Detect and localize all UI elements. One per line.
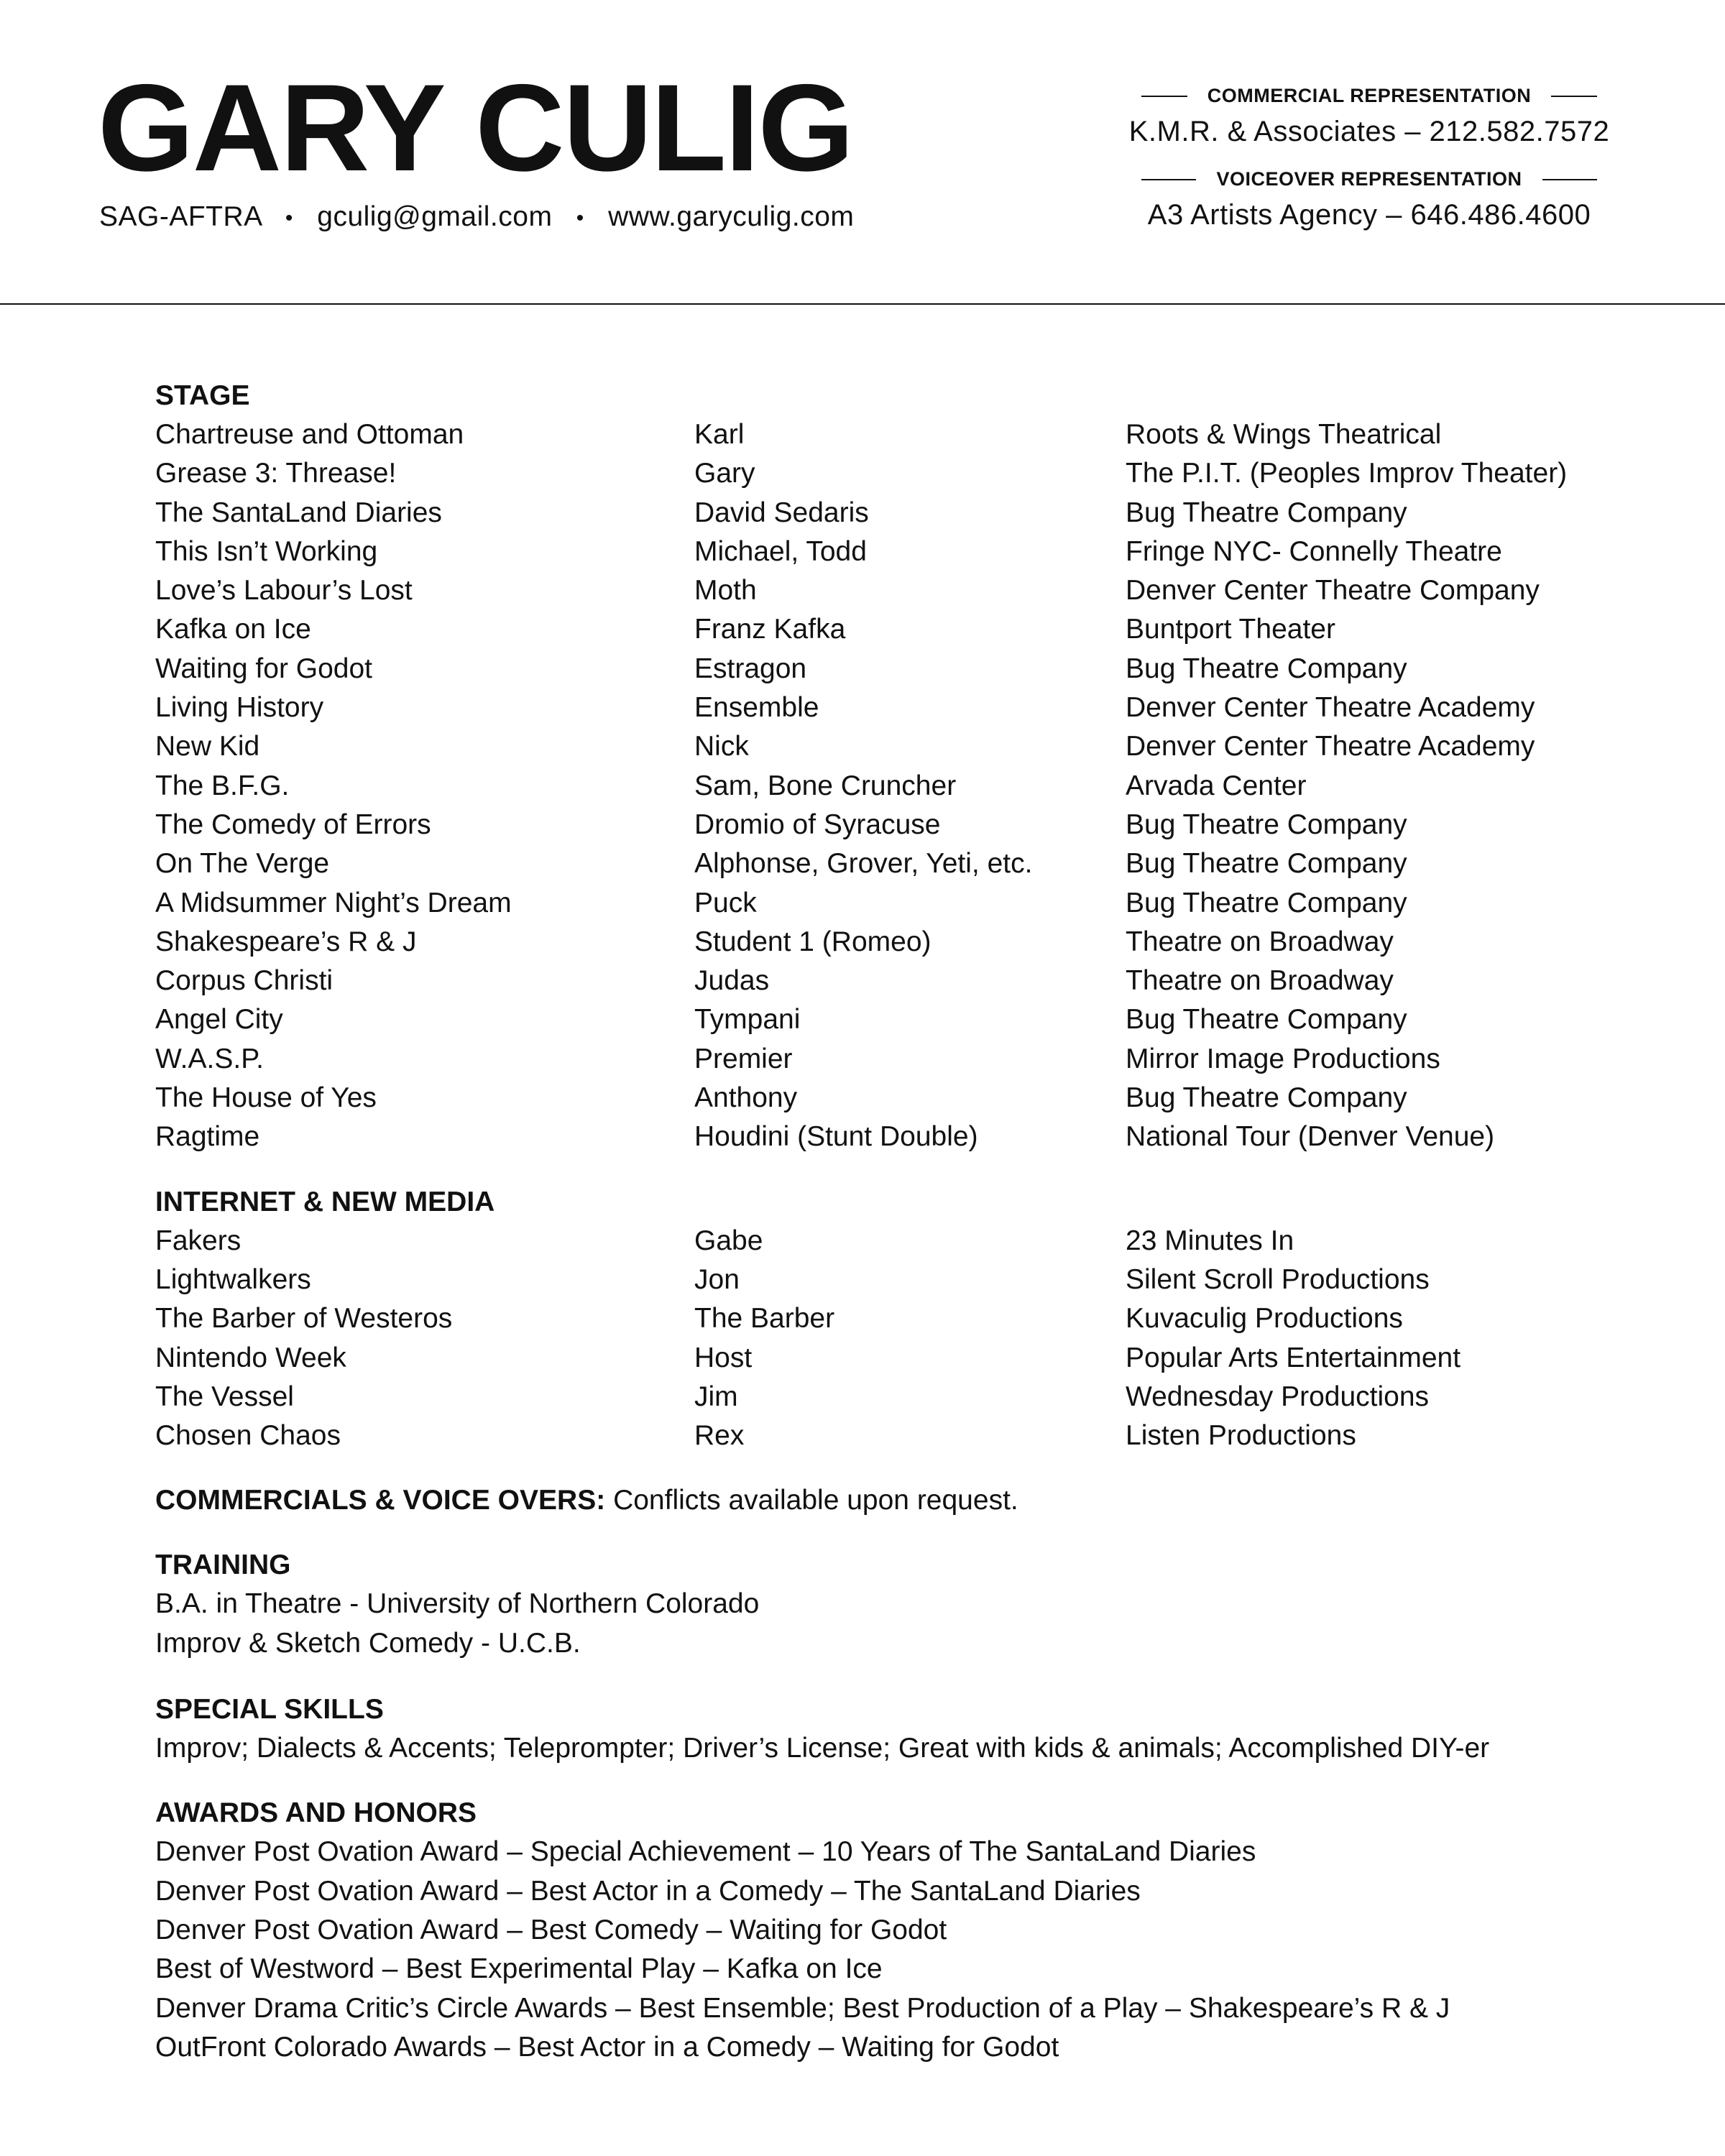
commercial-rep-label: COMMERCIAL REPRESENTATION (1207, 85, 1532, 106)
credit-title: Living History (155, 692, 324, 724)
credit-role: Franz Kafka (694, 614, 846, 645)
skills-section-title: SPECIAL SKILLS (155, 1694, 384, 1726)
credit-role: Jim (694, 1381, 738, 1412)
credit-title: Chosen Chaos (155, 1420, 341, 1452)
credit-title: Love’s Labour’s Lost (155, 575, 413, 607)
email-address: gculig@gmail.com (317, 201, 553, 232)
credit-row (155, 884, 1622, 923)
section-spacer (155, 1768, 1622, 1794)
credit-row (155, 1299, 1622, 1338)
credit-title: New Kid (155, 731, 260, 763)
awards-section-title: AWARDS AND HONORS (155, 1797, 477, 1829)
commercials-section (155, 1481, 1622, 1520)
credit-title: The House of Yes (155, 1082, 377, 1114)
credit-row (155, 1222, 1622, 1261)
credit-row (155, 1339, 1622, 1378)
credit-row (155, 610, 1622, 649)
voiceover-representation (1121, 168, 1617, 231)
resume-header (0, 0, 1725, 305)
credit-role: Michael, Todd (694, 535, 867, 567)
credit-role: Jon (694, 1263, 740, 1295)
voiceover-rep-agency: A3 Artists Agency – 646.486.4600 (1147, 199, 1591, 231)
credit-title: Nintendo Week (155, 1342, 346, 1373)
divider-rule (1141, 179, 1196, 180)
credit-role: Gary (694, 458, 755, 489)
credit-row (155, 533, 1622, 571)
credit-role: Premier (694, 1043, 793, 1074)
credit-row (155, 415, 1622, 454)
credit-company: Fringe NYC- Connelly Theatre (1126, 535, 1502, 567)
credit-company: Bug Theatre Company (1126, 1004, 1407, 1036)
section-spacer (155, 1663, 1622, 1690)
award-item: Denver Post Ovation Award – Special Achievement – 10 Years of The SantaLand Diaries (155, 1836, 1256, 1868)
section-spacer (155, 1157, 1622, 1183)
credit-title: The Barber of Westeros (155, 1303, 453, 1335)
voiceover-rep-label: VOICEOVER REPRESENTATION (1216, 168, 1522, 190)
credit-role: Judas (694, 965, 770, 997)
credit-role: The Barber (694, 1303, 835, 1335)
credit-role: Gabe (694, 1225, 763, 1256)
award-item: Denver Post Ovation Award – Best Comedy – Waiting for Godot (155, 1914, 947, 1945)
credit-company: Theatre on Broadway (1126, 965, 1394, 997)
credit-role: David Sedaris (694, 497, 869, 528)
credit-company: Bug Theatre Company (1126, 848, 1407, 880)
commercial-rep-heading (1121, 85, 1617, 107)
award-item: OutFront Colorado Awards – Best Actor in a Comedy – Waiting for Godot (155, 2031, 1059, 2063)
credit-row (155, 806, 1622, 844)
credit-row (155, 494, 1622, 533)
credit-role: Host (694, 1342, 753, 1373)
credit-title: Grease 3: Threase! (155, 458, 397, 489)
training-section-title: TRAINING (155, 1549, 291, 1581)
credit-title: This Isn’t Working (155, 535, 378, 567)
section-spacer (155, 1520, 1622, 1546)
union-affiliation: SAG-AFTRA (99, 201, 262, 232)
credit-company: Wednesday Productions (1126, 1381, 1430, 1412)
credit-title: The SantaLand Diaries (155, 497, 442, 528)
credit-row (155, 1118, 1622, 1156)
credit-row (155, 1040, 1622, 1079)
training-item: B.A. in Theatre - University of Northern Colorado (155, 1588, 760, 1620)
commercial-representation (1121, 85, 1617, 148)
voiceover-rep-heading (1121, 168, 1617, 190)
credit-company: Bug Theatre Company (1126, 887, 1407, 918)
credit-company: Popular Arts Entertainment (1126, 1342, 1461, 1373)
credit-company: Bug Theatre Company (1126, 808, 1407, 840)
actor-name: GARY CULIG (98, 59, 853, 197)
credit-role: Tympani (694, 1004, 801, 1036)
credit-company: Mirror Image Productions (1126, 1043, 1440, 1074)
credit-company: Arvada Center (1126, 770, 1307, 801)
credit-title: Chartreuse and Ottoman (155, 419, 464, 450)
credit-company: Theatre on Broadway (1126, 926, 1394, 957)
credit-title: Shakespeare’s R & J (155, 926, 417, 957)
credit-role: Moth (694, 575, 757, 607)
credit-title: Ragtime (155, 1121, 260, 1153)
credit-company: Bug Theatre Company (1126, 497, 1407, 528)
divider-rule (1551, 96, 1597, 97)
divider-rule (1141, 96, 1187, 97)
credit-company: Bug Theatre Company (1126, 1082, 1407, 1114)
credit-row (155, 1079, 1622, 1118)
credit-company: Denver Center Theatre Company (1126, 575, 1540, 607)
section-spacer (155, 1455, 1622, 1481)
credit-role: Anthony (694, 1082, 798, 1114)
credit-title: On The Verge (155, 848, 330, 880)
credit-title: W.A.S.P. (155, 1043, 264, 1074)
credit-title: Lightwalkers (155, 1263, 311, 1295)
credit-row (155, 454, 1622, 493)
credit-title: Angel City (155, 1004, 283, 1036)
skills-list: Improv; Dialects & Accents; Teleprompter; Driver’s License; Great with kids & animals; Accomplished DIY-er (155, 1733, 1490, 1764)
internet-credits (155, 1222, 1622, 1456)
credit-title: The Vessel (155, 1381, 294, 1412)
credit-row (155, 1261, 1622, 1299)
award-item: Denver Drama Critic’s Circle Awards – Best Ensemble; Best Production of a Play – Shakespeare’s R & J (155, 1992, 1450, 2024)
credit-role: Student 1 (Romeo) (694, 926, 932, 957)
award-item: Denver Post Ovation Award – Best Actor in a Comedy – The SantaLand Diaries (155, 1875, 1141, 1907)
credit-row (155, 571, 1622, 610)
credit-role: Sam, Bone Cruncher (694, 770, 957, 801)
award-item: Best of Westword – Best Experimental Play – Kafka on Ice (155, 1953, 883, 1985)
commercials-note: Conflicts available upon request. (613, 1485, 1018, 1516)
credit-role: Nick (694, 731, 749, 763)
resume-body (155, 377, 1622, 2067)
credit-title: Fakers (155, 1225, 242, 1256)
credit-title: The B.F.G. (155, 770, 290, 801)
commercials-section-title: COMMERCIALS & VOICE OVERS: (155, 1485, 606, 1516)
credit-row (155, 1000, 1622, 1039)
credit-company: Denver Center Theatre Academy (1126, 731, 1535, 763)
credit-row (155, 1416, 1622, 1455)
credit-company: National Tour (Denver Venue) (1126, 1121, 1495, 1153)
credit-row (155, 650, 1622, 688)
credit-row (155, 1378, 1622, 1416)
credit-row (155, 923, 1622, 962)
internet-section-title: INTERNET & NEW MEDIA (155, 1186, 495, 1217)
credit-row (155, 727, 1622, 766)
credit-row (155, 688, 1622, 727)
commercial-rep-agency: K.M.R. & Associates – 212.582.7572 (1128, 116, 1610, 147)
credit-company: Buntport Theater (1126, 614, 1335, 645)
credit-title: Kafka on Ice (155, 614, 311, 645)
contact-line (99, 201, 854, 233)
credit-row (155, 767, 1622, 806)
credit-row (155, 962, 1622, 1000)
credit-role: Estragon (694, 653, 807, 684)
credit-title: The Comedy of Errors (155, 808, 431, 840)
credit-company: The P.I.T. (Peoples Improv Theater) (1126, 458, 1568, 489)
credit-title: Corpus Christi (155, 965, 334, 997)
stage-section-title: STAGE (155, 380, 250, 411)
website-url: www.garyculig.com (608, 201, 855, 232)
credit-role: Rex (694, 1420, 745, 1452)
credit-title: A Midsummer Night’s Dream (155, 887, 512, 918)
credit-row (155, 844, 1622, 883)
credit-role: Houdini (Stunt Double) (694, 1121, 978, 1153)
credit-company: Listen Productions (1126, 1420, 1356, 1452)
training-item: Improv & Sketch Comedy - U.C.B. (155, 1627, 581, 1659)
credit-title: Waiting for Godot (155, 653, 373, 684)
credit-company: Silent Scroll Productions (1126, 1263, 1430, 1295)
credit-company: 23 Minutes In (1126, 1225, 1294, 1256)
credit-role: Puck (694, 887, 757, 918)
credit-role: Alphonse, Grover, Yeti, etc. (694, 848, 1033, 880)
credit-role: Ensemble (694, 692, 819, 724)
credit-role: Karl (694, 419, 745, 450)
credit-company: Denver Center Theatre Academy (1126, 692, 1535, 724)
separator-dot: • (285, 206, 293, 230)
credit-company: Roots & Wings Theatrical (1126, 419, 1442, 450)
stage-credits (155, 415, 1622, 1157)
credit-role: Dromio of Syracuse (694, 808, 941, 840)
credit-company: Kuvaculig Productions (1126, 1303, 1403, 1335)
credit-company: Bug Theatre Company (1126, 653, 1407, 684)
divider-rule (1542, 179, 1597, 180)
separator-dot: • (576, 206, 584, 230)
